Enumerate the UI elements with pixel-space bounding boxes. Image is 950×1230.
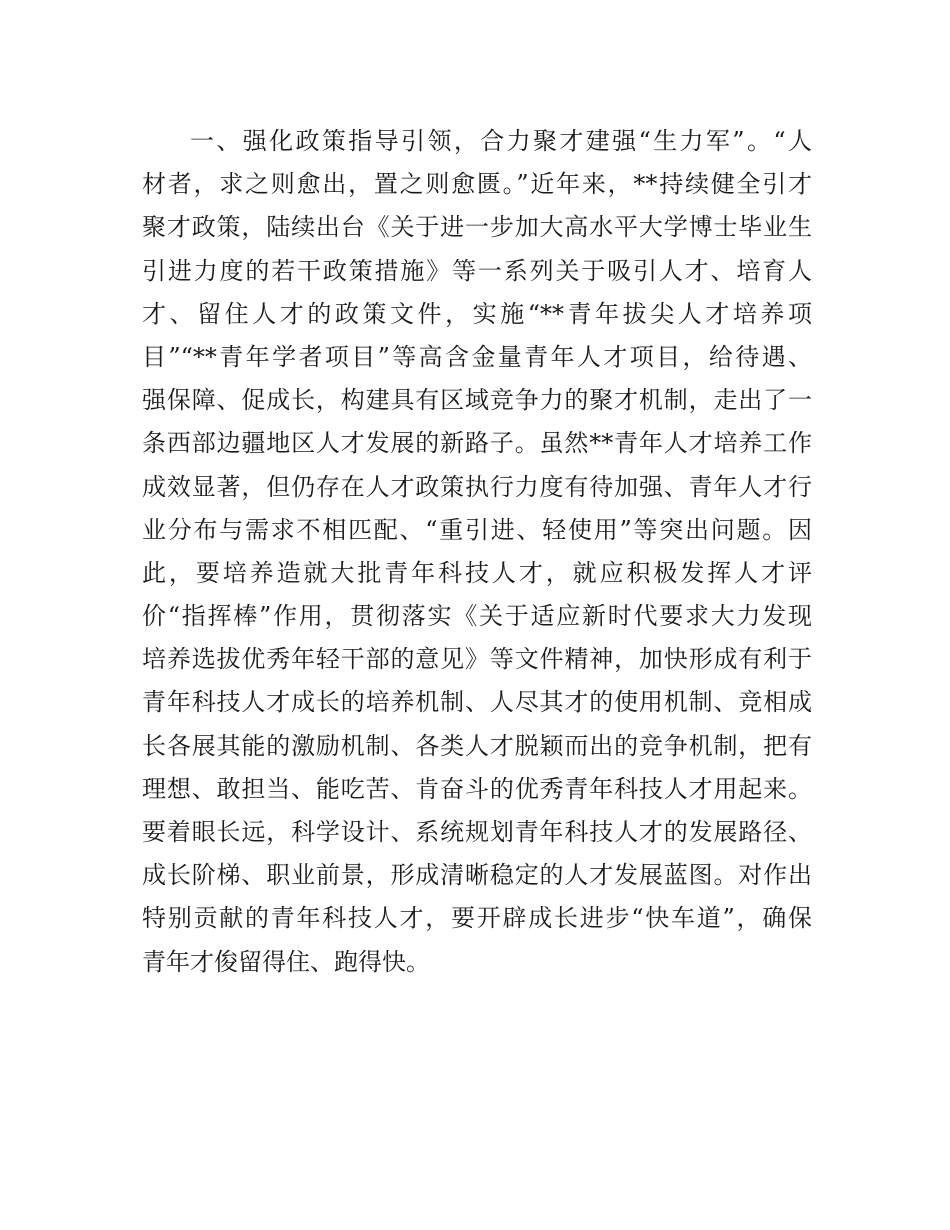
paragraph-line: 此，要培养造就大批青年科技人才，就应积极发挥人才评 xyxy=(142,558,812,587)
paragraph-line: 成效显著，但仍存在人才政策执行力度有待加强、青年人才行 xyxy=(142,472,812,501)
paragraph-line: 条西部边疆地区人才发展的新路子。虽然**青年人才培养工作 xyxy=(142,429,812,458)
paragraph-line: 一、强化政策指导引领，合力聚才建强“生力军”。“人 xyxy=(190,127,812,155)
paragraph-line: 青年才俊留得住、跑得快。 xyxy=(142,947,430,976)
paragraph-line: 成长阶梯、职业前景，形成清晰稳定的人才发展蓝图。对作出 xyxy=(142,861,812,890)
paragraph-line: 长各展其能的激励机制、各类人才脱颖而出的竞争机制，把有 xyxy=(142,731,812,760)
paragraph-line: 聚才政策，陆续出台《关于进一步加大高水平大学博士毕业生 xyxy=(142,213,812,242)
paragraph-line: 业分布与需求不相匹配、“重引进、轻使用”等突出问题。因 xyxy=(142,515,812,544)
paragraph-line: 强保障、促成长，构建具有区域竞争力的聚才机制，走出了一 xyxy=(142,386,812,415)
paragraph-line: 培养选拔优秀年轻干部的意见》等文件精神，加快形成有利于 xyxy=(142,645,812,674)
paragraph-line: 引进力度的若干政策措施》等一系列关于吸引人才、培育人 xyxy=(142,256,812,285)
paragraph-line: 材者，求之则愈出，置之则愈匮。”近年来，**持续健全引才 xyxy=(142,170,812,199)
paragraph-line: 特别贡献的青年科技人才，要开辟成长进步“快车道”，确保 xyxy=(142,904,812,933)
paragraph-line: 目”“**青年学者项目”等高含金量青年人才项目，给待遇、 xyxy=(142,342,812,371)
paragraph-line: 要着眼长远，科学设计、系统规划青年科技人才的发展路径、 xyxy=(142,818,812,846)
paragraph-line: 理想、敢担当、能吃苦、肯奋斗的优秀青年科技人才用起来。 xyxy=(142,774,812,803)
paragraph xyxy=(142,120,812,984)
paragraph-line: 价“指挥棒”作用，贯彻落实《关于适应新时代要求大力发现 xyxy=(142,602,812,631)
paragraph-line: 才、留住人才的政策文件，实施“**青年拔尖人才培养项 xyxy=(142,299,812,328)
paragraph-line: 青年科技人才成长的培养机制、人尽其才的使用机制、竞相成 xyxy=(142,688,812,717)
